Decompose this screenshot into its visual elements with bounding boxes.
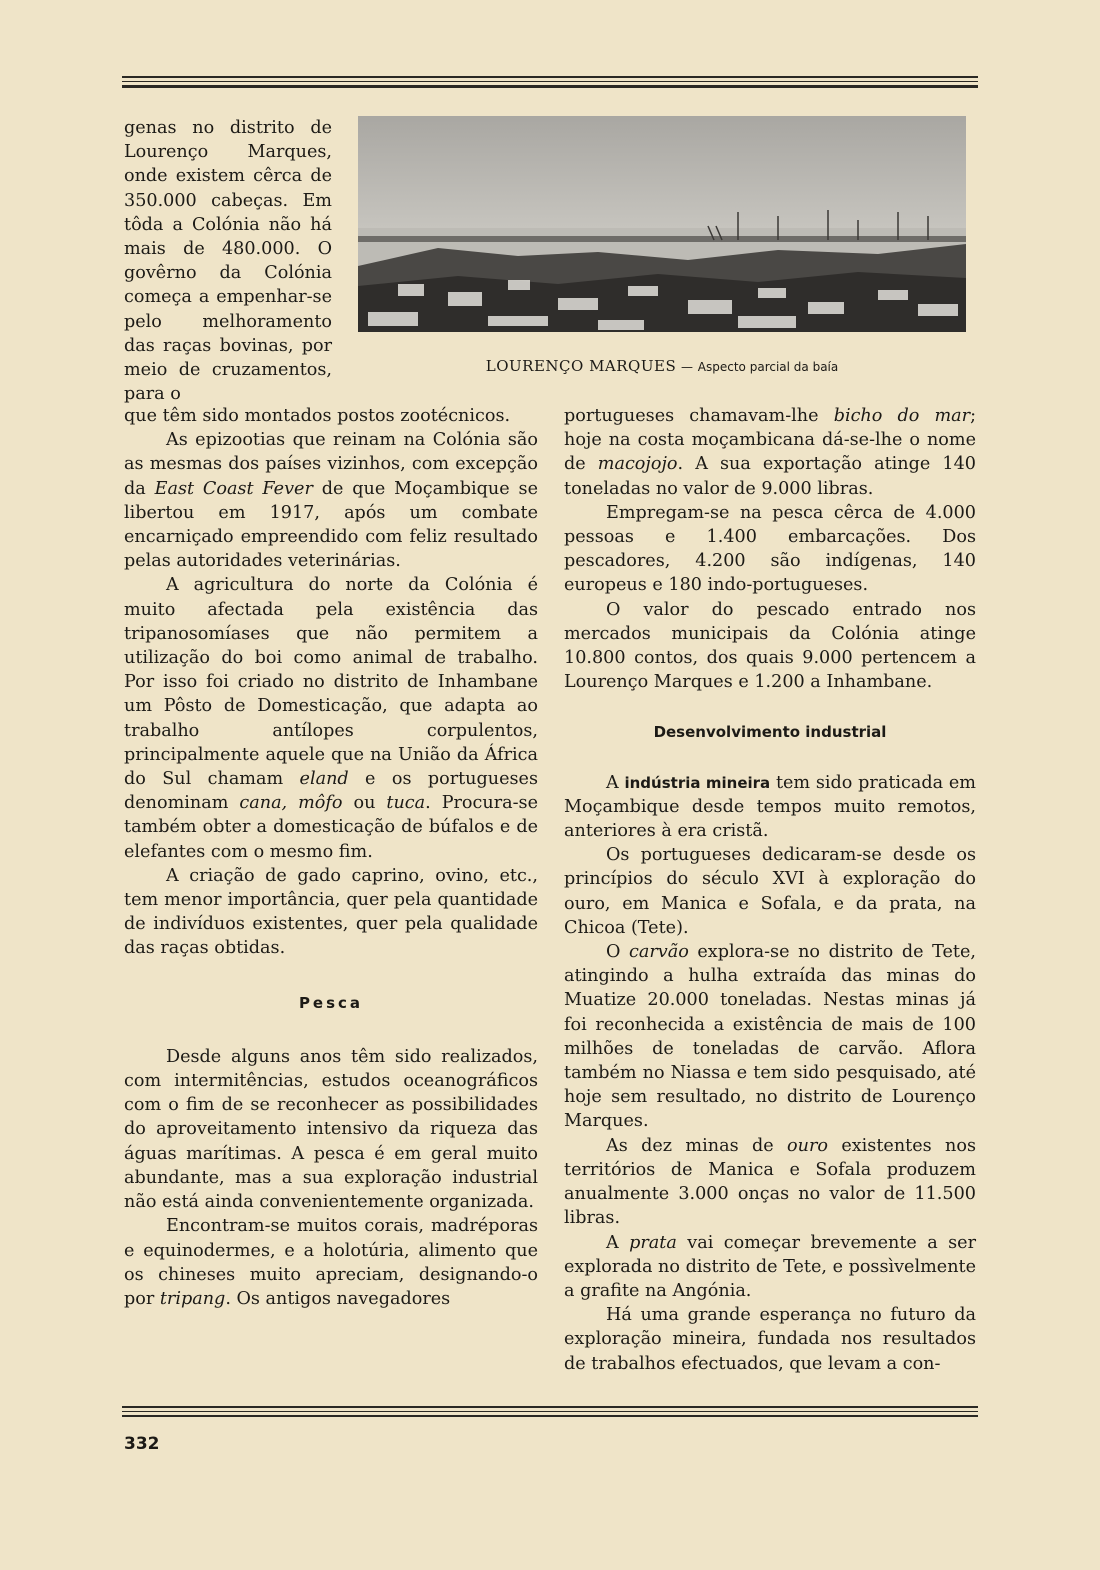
paragraph <box>564 501 976 598</box>
italic-text: bicho do mar <box>833 406 971 426</box>
paragraph <box>564 404 976 501</box>
caption-description: Aspecto parcial da baía <box>697 360 839 374</box>
photo-caption <box>358 357 966 375</box>
text: As epizootias que reinam na Colónia são as mesmas dos países vizinhos, com excepção da <box>124 430 538 499</box>
text: tem sido praticada em Moçambique desde tempos muito remotos, anteriores à era cristã. <box>564 772 976 842</box>
paragraph <box>564 771 976 844</box>
text: A criação de gado caprino, ovino, etc., tem menor importância, quer pela quantidade de indivíduos existentes, quer pela qualidade das raças obtidas. <box>124 865 538 959</box>
italic-text: macojojo <box>597 454 678 475</box>
text: A <box>606 772 625 793</box>
paragraph <box>564 1134 976 1231</box>
text: Desde alguns anos têm sido realizados, com intermitências, estudos oceanográficos com o fim de se reconhecer as possibilidades do aproveitamento intensivo da riqueza das águas marítimas. A pesca é em geral muito abundante, mas a sua exploração industrial não está ainda convenientemente organizada. <box>124 1046 538 1213</box>
italic-text: carvão <box>629 942 689 963</box>
paragraph <box>124 1214 538 1311</box>
text: . Procura-se também obter a domesticação de búfalos e de elefantes com o mesmo fim. <box>124 793 538 862</box>
bold-text: indústria mineira <box>624 773 771 792</box>
text: . A sua exportação atinge 140 toneladas no valor de 9.000 libras. <box>564 454 976 499</box>
left-column <box>124 404 538 1311</box>
italic-text: cana, môfo <box>239 793 343 814</box>
paragraph <box>564 598 976 695</box>
text: As dez minas de <box>606 1135 788 1156</box>
text: A agricultura do norte da Colónia é muito afectada pela existência das tripanosomíases que não permitem a utilização do boi como animal de trabalho. Por isso foi criado no distrito de Inhambane um Pôsto de Domesticação, que adapta ao trabalho antílopes corpulentos, principalmente aquele que na União da África do Sul chamam <box>124 575 538 790</box>
text: Encontram-se muitos corais, madréporas e equinodermes, e a holotúria, alimento que os chineses muito apreciam, designando-o por <box>124 1216 538 1309</box>
paragraph <box>124 573 538 863</box>
text: Empregam-se na pesca cêrca de 4.000 pessoas e 1.400 embarcações. Dos pescadores, 4.200 são indígenas, 140 europeus e 180 indo-portugueses. <box>564 502 976 596</box>
paragraph <box>564 940 976 1134</box>
text: que têm sido montados postos zootécnicos. <box>124 406 511 426</box>
paragraph <box>564 1303 976 1376</box>
text: O valor do pescado entrado nos mercados municipais da Colónia atinge 10.800 contos, dos quais 9.000 pertencem a Lourenço Marques e 1.200 a Inhambane. <box>564 599 976 693</box>
italic-text: eland <box>299 769 349 790</box>
page-number: 332 <box>124 1434 160 1454</box>
wrap-paragraph: genas no distrito de Lourenço Marques, onde existem cêrca de 350.000 cabeças. Em tôda a Colónia não há mais de 480.000. O govêrno da Colónia começa a empenhar-se pelo melhoramento das raças bovinas, por meio de cruzamentos, para o <box>124 118 332 405</box>
left-wrap-text <box>124 116 332 406</box>
text: portugueses chamavam-lhe <box>564 406 834 426</box>
text: . Os antigos navegadores <box>225 1288 451 1309</box>
text: vai começar brevemente a ser explorada no distrito de Tete, e possìvelmente a grafite na Angónia. <box>564 1232 977 1301</box>
text: existentes nos territórios de Manica e Sofala produzem anualmente 3.000 onças no valor de 11.500 libras. <box>564 1135 976 1229</box>
text: Os portugueses dedicaram-se desde os princípios do século XVI à exploração do ouro, em Manica e Sofala, e da prata, na Chicoa (Tete). <box>564 845 976 938</box>
text: ; hoje na costa moçambicana dá-se-lhe o nome de <box>564 406 976 475</box>
right-column <box>564 404 976 1376</box>
harbor-image <box>358 116 966 332</box>
caption-place: LOURENÇO MARQUES <box>485 357 677 375</box>
section-heading-industrial: Desenvolvimento industrial <box>653 723 887 742</box>
italic-text: prata <box>629 1232 677 1253</box>
text: e os portugueses denominam <box>124 769 538 814</box>
text: de que Moçambique se libertou em 1917, após um combate encarniçado empreendido com feliz resultado pelas autoridades veterinárias. <box>124 478 538 572</box>
paragraph <box>124 404 538 428</box>
italic-text: tripang <box>159 1288 226 1309</box>
italic-text: ouro <box>787 1135 828 1156</box>
paragraph <box>124 428 538 573</box>
text: Há uma grande esperança no futuro da exploração mineira, fundada nos resultados de trabalhos efectuados, que levam a con- <box>564 1305 976 1374</box>
harbor-photo <box>358 116 966 332</box>
caption-dash: — <box>681 360 694 374</box>
header-rule <box>122 76 978 92</box>
italic-text: East Coast Fever <box>154 478 313 499</box>
paragraph <box>124 864 538 961</box>
section-heading-pesca: Pesca <box>298 993 364 1012</box>
text: A <box>606 1232 630 1253</box>
italic-text: tuca <box>386 793 426 814</box>
text: O <box>606 942 630 963</box>
text: ou <box>342 793 387 814</box>
paragraph <box>564 843 976 940</box>
paragraph <box>124 1045 538 1214</box>
paragraph <box>564 1231 976 1304</box>
text: explora-se no distrito de Tete, atingindo a hulha extraída das minas do Muatize 20.000 toneladas. Nestas minas já foi reconhecida a existência de mais de 100 milhões de toneladas de carvão. Aflora também no Niassa e tem sido pesquisado, até hoje sem resultado, no distrito de Lourenço Marques. <box>564 942 976 1132</box>
footer-rule <box>122 1406 978 1420</box>
